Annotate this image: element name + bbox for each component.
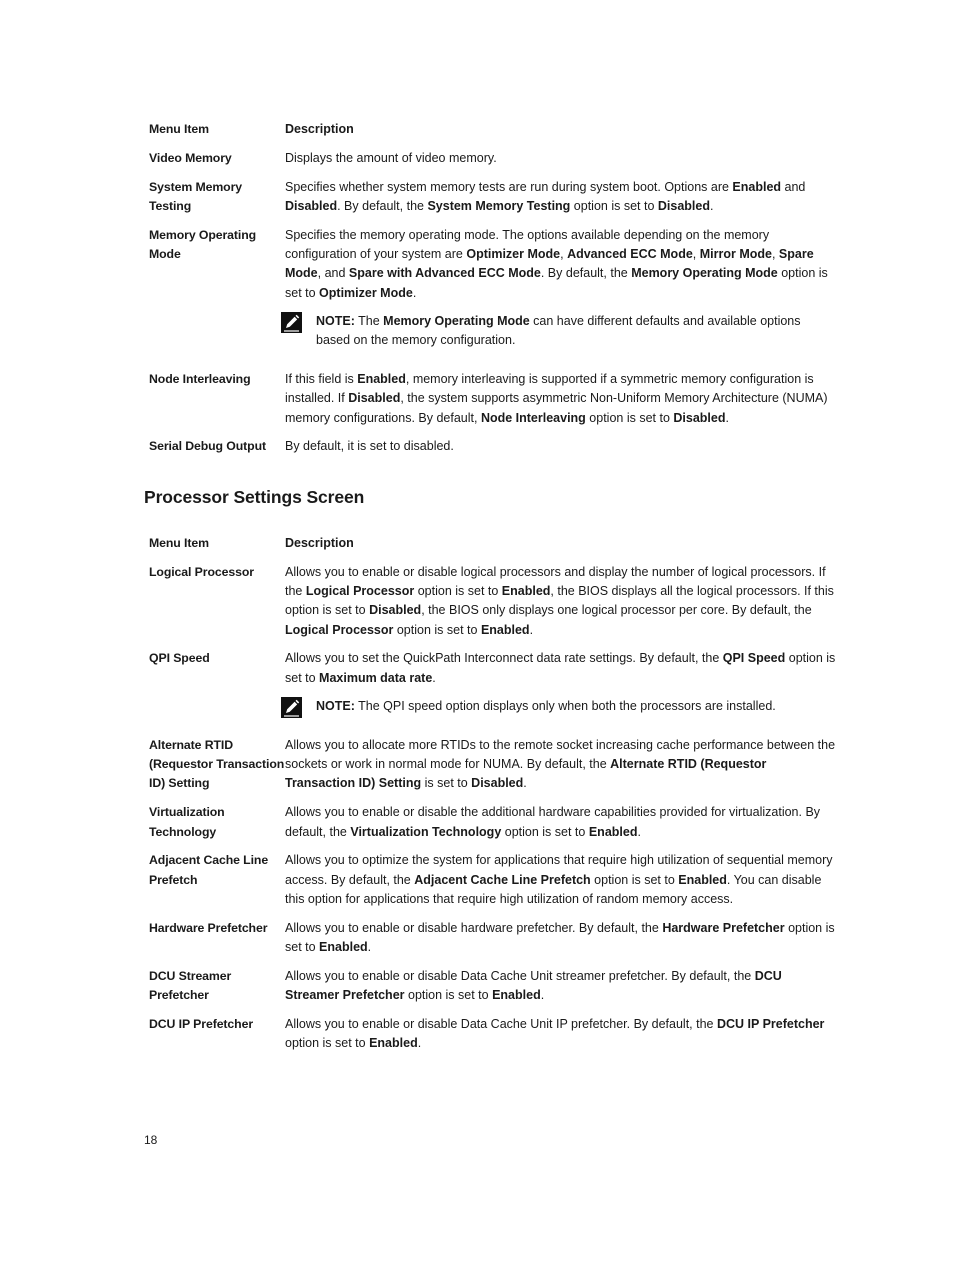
bold-term: Enabled	[369, 1036, 418, 1051]
note-text: NOTE: The Memory Operating Mode can have different defaults and available options based on the memory configuration.	[316, 313, 801, 348]
bold-term: Node Interleaving	[480, 410, 586, 425]
table-row	[144, 563, 840, 650]
menu-item-name: Node Interleaving	[149, 371, 251, 386]
bold-term: Maximum data rate	[319, 670, 433, 685]
note-box	[285, 697, 836, 716]
bold-term: Alternate RTID (Requestor Transaction ID) Setting	[285, 757, 767, 791]
menu-item-name: Video Memory	[149, 150, 232, 165]
bold-term: Optimizer Mode	[466, 246, 561, 261]
bold-term: Optimizer Mode	[319, 285, 413, 300]
bold-term: Mirror Mode	[699, 246, 772, 261]
menu-item-cell	[285, 437, 840, 466]
table-row	[144, 649, 840, 735]
menu-item-description: Allows you to enable or disable logical processors and display the number of logical processors. If the Logical Processor option is set to Enabled, the BIOS displays all the logical processors. If this option is set to Disabled, the BIOS only displays one logical processor per core. By default, the Logical Processor option is set to Enabled.	[285, 564, 834, 637]
bold-term: Spare Mode	[285, 246, 814, 281]
table-row	[144, 967, 840, 1015]
bold-term: Enabled	[678, 872, 727, 887]
section-title: Processor Settings Screen	[144, 487, 365, 507]
menu-item-name: Hardware Prefetcher	[149, 920, 268, 935]
menu-item-cell	[285, 149, 840, 178]
menu-item-description: Specifies the memory operating mode. The options available depending on the memory configuration of your system are Optimizer Mode, Advanced ECC Mode, Mirror Mode, Spare Mode, and Spare with Advanced ECC Mode. By default, the Memory Operating Mode option is set to Optimizer Mode.	[285, 227, 828, 300]
bios-menu-table-2	[144, 534, 840, 1063]
bold-term: Disabled	[673, 410, 726, 425]
menu-item-cell	[285, 967, 840, 1015]
menu-item-description: If this field is Enabled, memory interleaving is supported if a symmetric memory configuration is installed. If Disabled, the system supports asymmetric Non-Uniform Memory Architecture (NUMA) memory configurations. By default, Node Interleaving option is set to Disabled.	[285, 371, 828, 425]
bold-term: Disabled	[657, 198, 710, 213]
table-row	[144, 178, 840, 226]
bold-term: System Memory Testing	[427, 198, 571, 213]
table-row	[144, 919, 840, 967]
menu-item-cell	[285, 178, 840, 226]
table-row	[144, 437, 840, 466]
pencil-note-icon	[281, 697, 302, 718]
table-row	[144, 149, 840, 178]
menu-item-description: Allows you to enable or disable the additional hardware capabilities provided for virtualization. By default, the Virtualization Technology option is set to Enabled.	[285, 805, 821, 839]
bold-term: Spare with Advanced ECC Mode	[348, 266, 541, 281]
table-row	[144, 226, 840, 370]
menu-item-description: Allows you to enable or disable hardware prefetcher. By default, the Hardware Prefetcher option is set to Enabled.	[285, 920, 835, 955]
col-header-menu-item: Menu Item	[149, 122, 209, 136]
bold-term: QPI Speed	[722, 651, 786, 666]
bold-term: NOTE:	[316, 699, 355, 714]
bold-term: DCU IP Prefetcher	[716, 1016, 825, 1031]
menu-item-description: By default, it is set to disabled.	[285, 439, 454, 454]
menu-item-cell	[285, 563, 840, 650]
bold-term: Enabled	[492, 988, 541, 1003]
menu-item-description: Allows you to enable or disable Data Cache Unit IP prefetcher. By default, the DCU IP Prefetcher option is set to Enabled.	[285, 1016, 825, 1051]
bold-term: NOTE:	[316, 313, 355, 328]
bios-menu-table-1	[144, 120, 840, 466]
note-text: NOTE: The QPI speed option displays only when both the processors are installed.	[316, 699, 776, 714]
page-number: 18	[144, 1133, 158, 1147]
bold-term: Logical Processor	[305, 584, 415, 599]
bold-term: Disabled	[348, 391, 401, 406]
bold-term: Enabled	[588, 824, 638, 839]
note-box	[285, 312, 836, 351]
menu-item-cell	[285, 649, 840, 735]
table-row	[144, 1015, 840, 1063]
menu-item-name: Alternate RTID (Requestor Transaction ID) Setting	[149, 737, 285, 791]
bold-term: Enabled	[357, 371, 406, 386]
menu-item-description: Allows you to set the QuickPath Interconnect data rate settings. By default, the QPI Speed option is set to Maximum data rate.	[285, 651, 836, 685]
bold-term: Hardware Prefetcher	[662, 920, 785, 935]
menu-item-name: DCU Streamer Prefetcher	[149, 968, 232, 1003]
menu-item-description: Allows you to enable or disable Data Cache Unit streamer prefetcher. By default, the DCU Streamer Prefetcher option is set to Enabled.	[285, 968, 782, 1003]
menu-item-cell	[285, 919, 840, 967]
pencil-note-icon	[281, 312, 302, 333]
bold-term: Adjacent Cache Line Prefetch	[414, 872, 591, 887]
menu-item-name: QPI Speed	[149, 651, 210, 666]
bold-term: Memory Operating Mode	[631, 266, 778, 281]
bold-term: Disabled	[471, 776, 524, 791]
bold-term: Enabled	[480, 622, 530, 637]
menu-item-name: Memory Operating Mode	[149, 227, 257, 261]
menu-item-cell	[285, 736, 840, 803]
menu-item-cell	[285, 803, 840, 851]
menu-item-name: Virtualization Technology	[149, 805, 225, 839]
menu-item-name: Serial Debug Output	[149, 439, 266, 454]
bold-term: Disabled	[369, 603, 422, 618]
bold-term: Advanced ECC Mode	[567, 246, 693, 261]
table-header	[144, 534, 840, 563]
col-header-description: Description	[285, 536, 354, 550]
bold-term: Enabled	[501, 584, 551, 599]
bold-term: Disabled	[285, 198, 338, 213]
menu-item-name: DCU IP Prefetcher	[149, 1016, 254, 1031]
menu-item-cell	[285, 851, 840, 918]
menu-item-name: Logical Processor	[149, 564, 254, 579]
table-row	[144, 736, 840, 803]
menu-item-name: Adjacent Cache Line Prefetch	[149, 853, 269, 887]
menu-item-description: Allows you to allocate more RTIDs to the remote socket increasing cache performance between the sockets or work in normal mode for NUMA. By default, the Alternate RTID (Requestor Transaction ID) Setting is set to Disabled.	[285, 737, 836, 791]
menu-item-cell	[285, 370, 840, 437]
bold-term: Virtualization Technology	[350, 824, 502, 839]
bold-term: Memory Operating Mode	[383, 313, 530, 328]
table-row	[144, 851, 840, 918]
bold-term: DCU Streamer Prefetcher	[285, 968, 782, 1003]
bold-term: Logical Processor	[285, 622, 394, 637]
menu-item-name: System Memory Testing	[149, 179, 243, 213]
menu-item-cell	[285, 1015, 840, 1063]
menu-item-description: Allows you to optimize the system for applications that require high utilization of sequential memory access. By default, the Adjacent Cache Line Prefetch option is set to Enabled. You can disable this option for applications that require high utilization of random memory access.	[285, 853, 833, 906]
bold-term: Enabled	[319, 940, 368, 955]
table-row	[144, 803, 840, 851]
table-row	[144, 370, 840, 437]
table-header	[144, 120, 840, 149]
col-header-description: Description	[285, 122, 354, 136]
bold-term: Enabled	[732, 179, 782, 194]
col-header-menu-item: Menu Item	[149, 536, 209, 550]
menu-item-cell	[285, 226, 840, 370]
menu-item-description: Displays the amount of video memory.	[285, 150, 497, 165]
menu-item-description: Specifies whether system memory tests are run during system boot. Options are Enabled and Disabled. By default, the System Memory Testing option is set to Disabled.	[285, 179, 806, 213]
